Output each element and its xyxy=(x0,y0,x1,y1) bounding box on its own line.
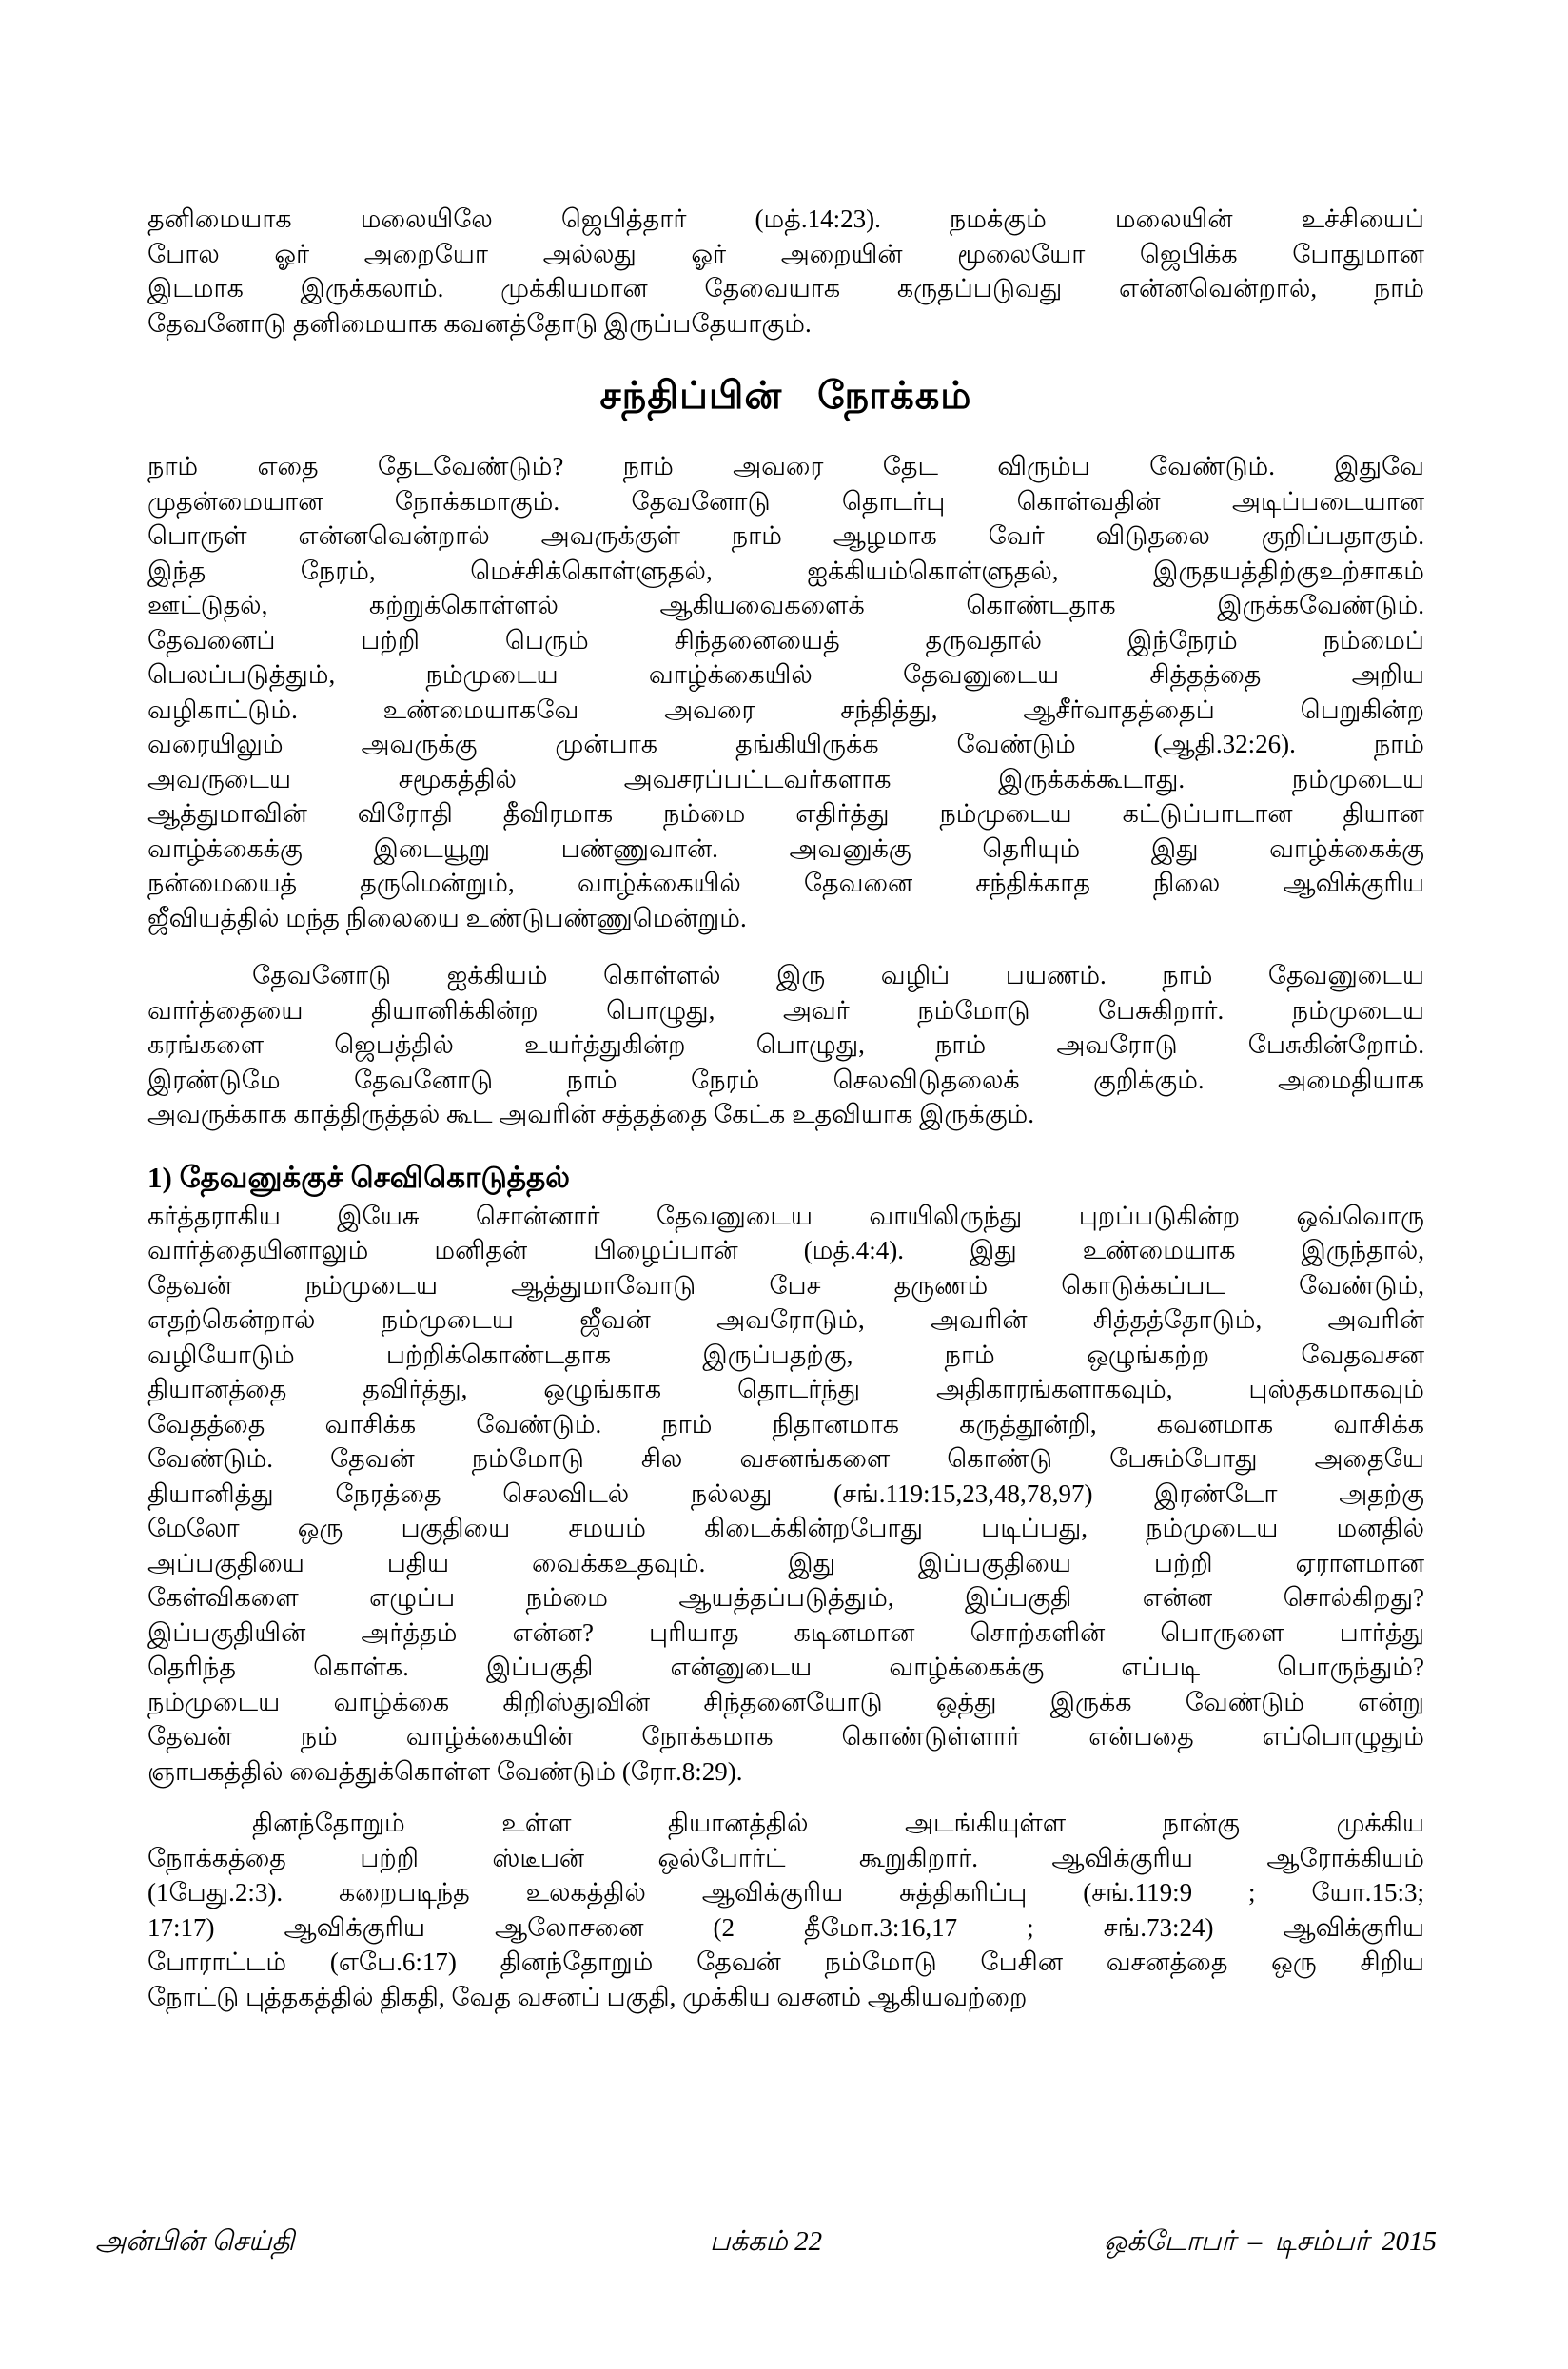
paragraph-line: ஊட்டுதல், கற்றுக்கொள்ளல் ஆகியவைகளைக் கொண்டதாக இருக்கவேண்டும். xyxy=(147,591,1424,619)
paragraph-line: தினந்தோறும் உள்ள தியானத்தில் அடங்கியுள்ள நான்கு முக்கிய xyxy=(252,1809,1424,1837)
paragraph-line: வழிகாட்டும். உண்மையாகவே அவரை சந்தித்து, ஆசீர்வாதத்தைப் பெறுகின்ற xyxy=(147,695,1424,724)
paragraph-line: தேவனோடு தனிமையாக கவனத்தோடு இருப்பதேயாகும். xyxy=(147,308,812,338)
paragraph-line: 17:17) ஆவிக்குரிய ஆலோசனை (2 தீமோ.3:16,17 ; சங்.73:24) ஆவிக்குரிய xyxy=(147,1912,1424,1942)
footer-issue-date: ஒக்டோபர் – டிசம்பர் 2015 xyxy=(1104,2226,1437,2257)
paragraph-line: போராட்டம் (எபே.6:17) தினந்தோறும் தேவன் நம்மோடு பேசின வசனத்தை ஒரு சிறிய xyxy=(147,1948,1424,1976)
paragraph-line: போல ஓர் அறையோ அல்லது ஓர் அறையின் மூலையோ ஜெபிக்க போதுமான xyxy=(147,239,1424,268)
paragraph-line: நம்முடைய வாழ்க்கை கிறிஸ்துவின் சிந்தனையோடு ஒத்து இருக்க வேண்டும் என்று xyxy=(147,1687,1424,1716)
fellowship-paragraph xyxy=(147,958,1424,1132)
paragraph-line: இரண்டுமே தேவனோடு நாம் நேரம் செலவிடுதலைக் குறிக்கும். அமைதியாக xyxy=(147,1065,1424,1094)
paragraph-line: வாழ்க்கைக்கு இடையூறு பண்ணுவான். அவனுக்கு தெரியும் இது வாழ்க்கைக்கு xyxy=(147,833,1424,863)
paragraph-line: இந்த நேரம், மெச்சிக்கொள்ளுதல், ஐக்கியம்கொள்ளுதல், இருதயத்திற்குஉற்சாகம் xyxy=(147,556,1424,585)
paragraph-line: வழியோடும் பற்றிக்கொண்டதாக இருப்பதற்கு, நாம் ஒழுங்கற்ற வேதவசன xyxy=(147,1340,1424,1369)
footer-page-number: பக்கம் 22 xyxy=(709,2226,823,2257)
paragraph-line: இடமாக இருக்கலாம். முக்கியமான தேவையாக கருதப்படுவது என்னவென்றால், நாம் xyxy=(147,274,1424,303)
paragraph-line: (1பேது.2:3). கறைபடிந்த உலகத்தில் ஆவிக்குரிய சுத்திகரிப்பு (சங்.119:9 ; யோ.15:3; xyxy=(147,1878,1424,1907)
paragraph-line: நாம் எதை தேடவேண்டும்? நாம் அவரை தேட விரும்ப வேண்டும். இதுவே xyxy=(147,452,1424,480)
paragraph-line: நோட்டு புத்தகத்தில் திகதி, வேத வசனப் பகுதி, முக்கிய வசனம் ஆகியவற்றை xyxy=(147,1982,1028,2011)
paragraph-line: பெலப்படுத்தும், நம்முடைய வாழ்க்கையில் தேவனுடைய சித்தத்தை அறிய xyxy=(147,660,1424,689)
intro-paragraph xyxy=(147,202,1424,341)
paragraph-line: வரையிலும் அவருக்கு முன்பாக தங்கியிருக்க வேண்டும் (ஆதி.32:26). நாம் xyxy=(147,730,1424,758)
paragraph-line: நோக்கத்தை பற்றி ஸ்டீபன் ஒல்போர்ட் கூறுகிறார். ஆவிக்குரிய ஆரோக்கியம் xyxy=(147,1843,1424,1872)
paragraph-line: தேவனோடு ஐக்கியம் கொள்ளல் இரு வழிப் பயணம். நாம் தேவனுடைய xyxy=(252,961,1424,989)
paragraph-line: வார்த்தையினாலும் மனிதன் பிழைப்பான் (மத்.4:4). இது உண்மையாக இருந்தால், xyxy=(147,1236,1424,1264)
paragraph-line: நன்மையைத் தருமென்றும், வாழ்க்கையில் தேவனை சந்திக்காத நிலை ஆவிக்குரிய xyxy=(147,869,1424,897)
footer-publication-title: அன்பின் செய்தி xyxy=(95,2226,295,2257)
paragraph-line: அப்பகுதியை பதிய வைக்கஉதவும். இது இப்பகுதியை பற்றி ஏராளமான xyxy=(147,1548,1424,1577)
paragraph-line: ஜீவியத்தில் மந்த நிலையை உண்டுபண்ணுமென்றும். xyxy=(147,903,747,932)
paragraph-line: கரங்களை ஜெபத்தில் உயர்த்துகின்ற பொழுது, நாம் அவரோடு பேசுகின்றோம். xyxy=(147,1030,1424,1059)
paragraph-line: தேவனைப் பற்றி பெரும் சிந்தனையைத் தருவதால் இந்நேரம் நம்மைப் xyxy=(147,625,1424,655)
paragraph-line: தியானித்து நேரத்தை செலவிடல் நல்லது (சங்.119:15,23,48,78,97) இரண்டோ அதற்கு xyxy=(147,1478,1424,1508)
paragraph-line: தெரிந்த கொள்க. இப்பகுதி என்னுடைய வாழ்க்கைக்கு எப்படி பொருந்தும்? xyxy=(147,1653,1424,1681)
listening-paragraph xyxy=(147,1199,1424,1790)
paragraph-line: அவருக்காக காத்திருத்தல் கூட அவரின் சத்தத்தை கேட்க உதவியாக இருக்கும். xyxy=(147,1100,1035,1128)
paragraph-line: தேவன் நம் வாழ்க்கையின் நோக்கமாக கொண்டுள்ளார் என்பதை எப்பொழுதும் xyxy=(147,1722,1424,1751)
document-content xyxy=(147,202,1424,2014)
paragraph-line: தனிமையாக மலையிலே ஜெபித்தார் (மத்.14:23). நமக்கும் மலையின் உச்சியைப் xyxy=(147,205,1424,233)
paragraph-line: இப்பகுதியின் அர்த்தம் என்ன? புரியாத கடினமான சொற்களின் பொருளை பார்த்து xyxy=(147,1617,1424,1647)
page-footer xyxy=(95,2224,1437,2259)
paragraph-line: வார்த்தையை தியானிக்கின்ற பொழுது, அவர் நம்மோடு பேசுகிறார். நம்முடைய xyxy=(147,995,1424,1025)
paragraph-line: எதற்கென்றால் நம்முடைய ஜீவன் அவரோடும், அவரின் சித்தத்தோடும், அவரின் xyxy=(147,1305,1424,1334)
paragraph-line: வேதத்தை வாசிக்க வேண்டும். நாம் நிதானமாக கருத்தூன்றி, கவனமாக வாசிக்க xyxy=(147,1409,1424,1439)
paragraph-line: ஞாபகத்தில் வைத்துக்கொள்ள வேண்டும் (ரோ.8:29). xyxy=(147,1756,743,1786)
section-1-heading: 1) தேவனுக்குச் செவிகொடுத்தல் xyxy=(147,1160,571,1194)
paragraph-line: கேள்விகளை எழுப்ப நம்மை ஆயத்தப்படுத்தும், இப்பகுதி என்ன சொல்கிறது? xyxy=(147,1583,1424,1612)
paragraph-line: தியானத்தை தவிர்த்து, ஒழுங்காக தொடர்ந்து அதிகாரங்களாகவும், புஸ்தகமாகவும் xyxy=(147,1375,1424,1403)
daily-meditation-paragraph xyxy=(147,1806,1424,2014)
paragraph-line: மேலோ ஒரு பகுதியை சமயம் கிடைக்கின்றபோது படிப்பது, நம்முடைய மனதில் xyxy=(147,1514,1424,1542)
paragraph-line: ஆத்துமாவின் விரோதி தீவிரமாக நம்மை எதிர்த்து நம்முடைய கட்டுப்பாடான தியான xyxy=(147,799,1424,828)
purpose-paragraph xyxy=(147,449,1424,935)
paragraph-line: வேண்டும். தேவன் நம்மோடு சில வசனங்களை கொண்டு பேசும்போது அதையே xyxy=(147,1444,1424,1473)
paragraph-line: அவருடைய சமூகத்தில் அவசரப்பட்டவர்களாக இருக்கக்கூடாது. நம்முடைய xyxy=(147,764,1424,793)
main-heading: சந்திப்பின் நோக்கம் xyxy=(599,374,972,417)
paragraph-line: முதன்மையான நோக்கமாகும். தேவனோடு தொடர்பு கொள்வதின் அடிப்படையான xyxy=(147,486,1424,516)
paragraph-line: தேவன் நம்முடைய ஆத்துமாவோடு பேச தருணம் கொடுக்கப்பட வேண்டும், xyxy=(147,1270,1424,1300)
paragraph-line: பொருள் என்னவென்றால் அவருக்குள் நாம் ஆழமாக வேர் விடுதலை குறிப்பதாகும். xyxy=(147,521,1424,550)
paragraph-line: கர்த்தராகிய இயேசு சொன்னார் தேவனுடைய வாயிலிருந்து புறப்படுகின்ற ஒவ்வொரு xyxy=(147,1201,1424,1230)
